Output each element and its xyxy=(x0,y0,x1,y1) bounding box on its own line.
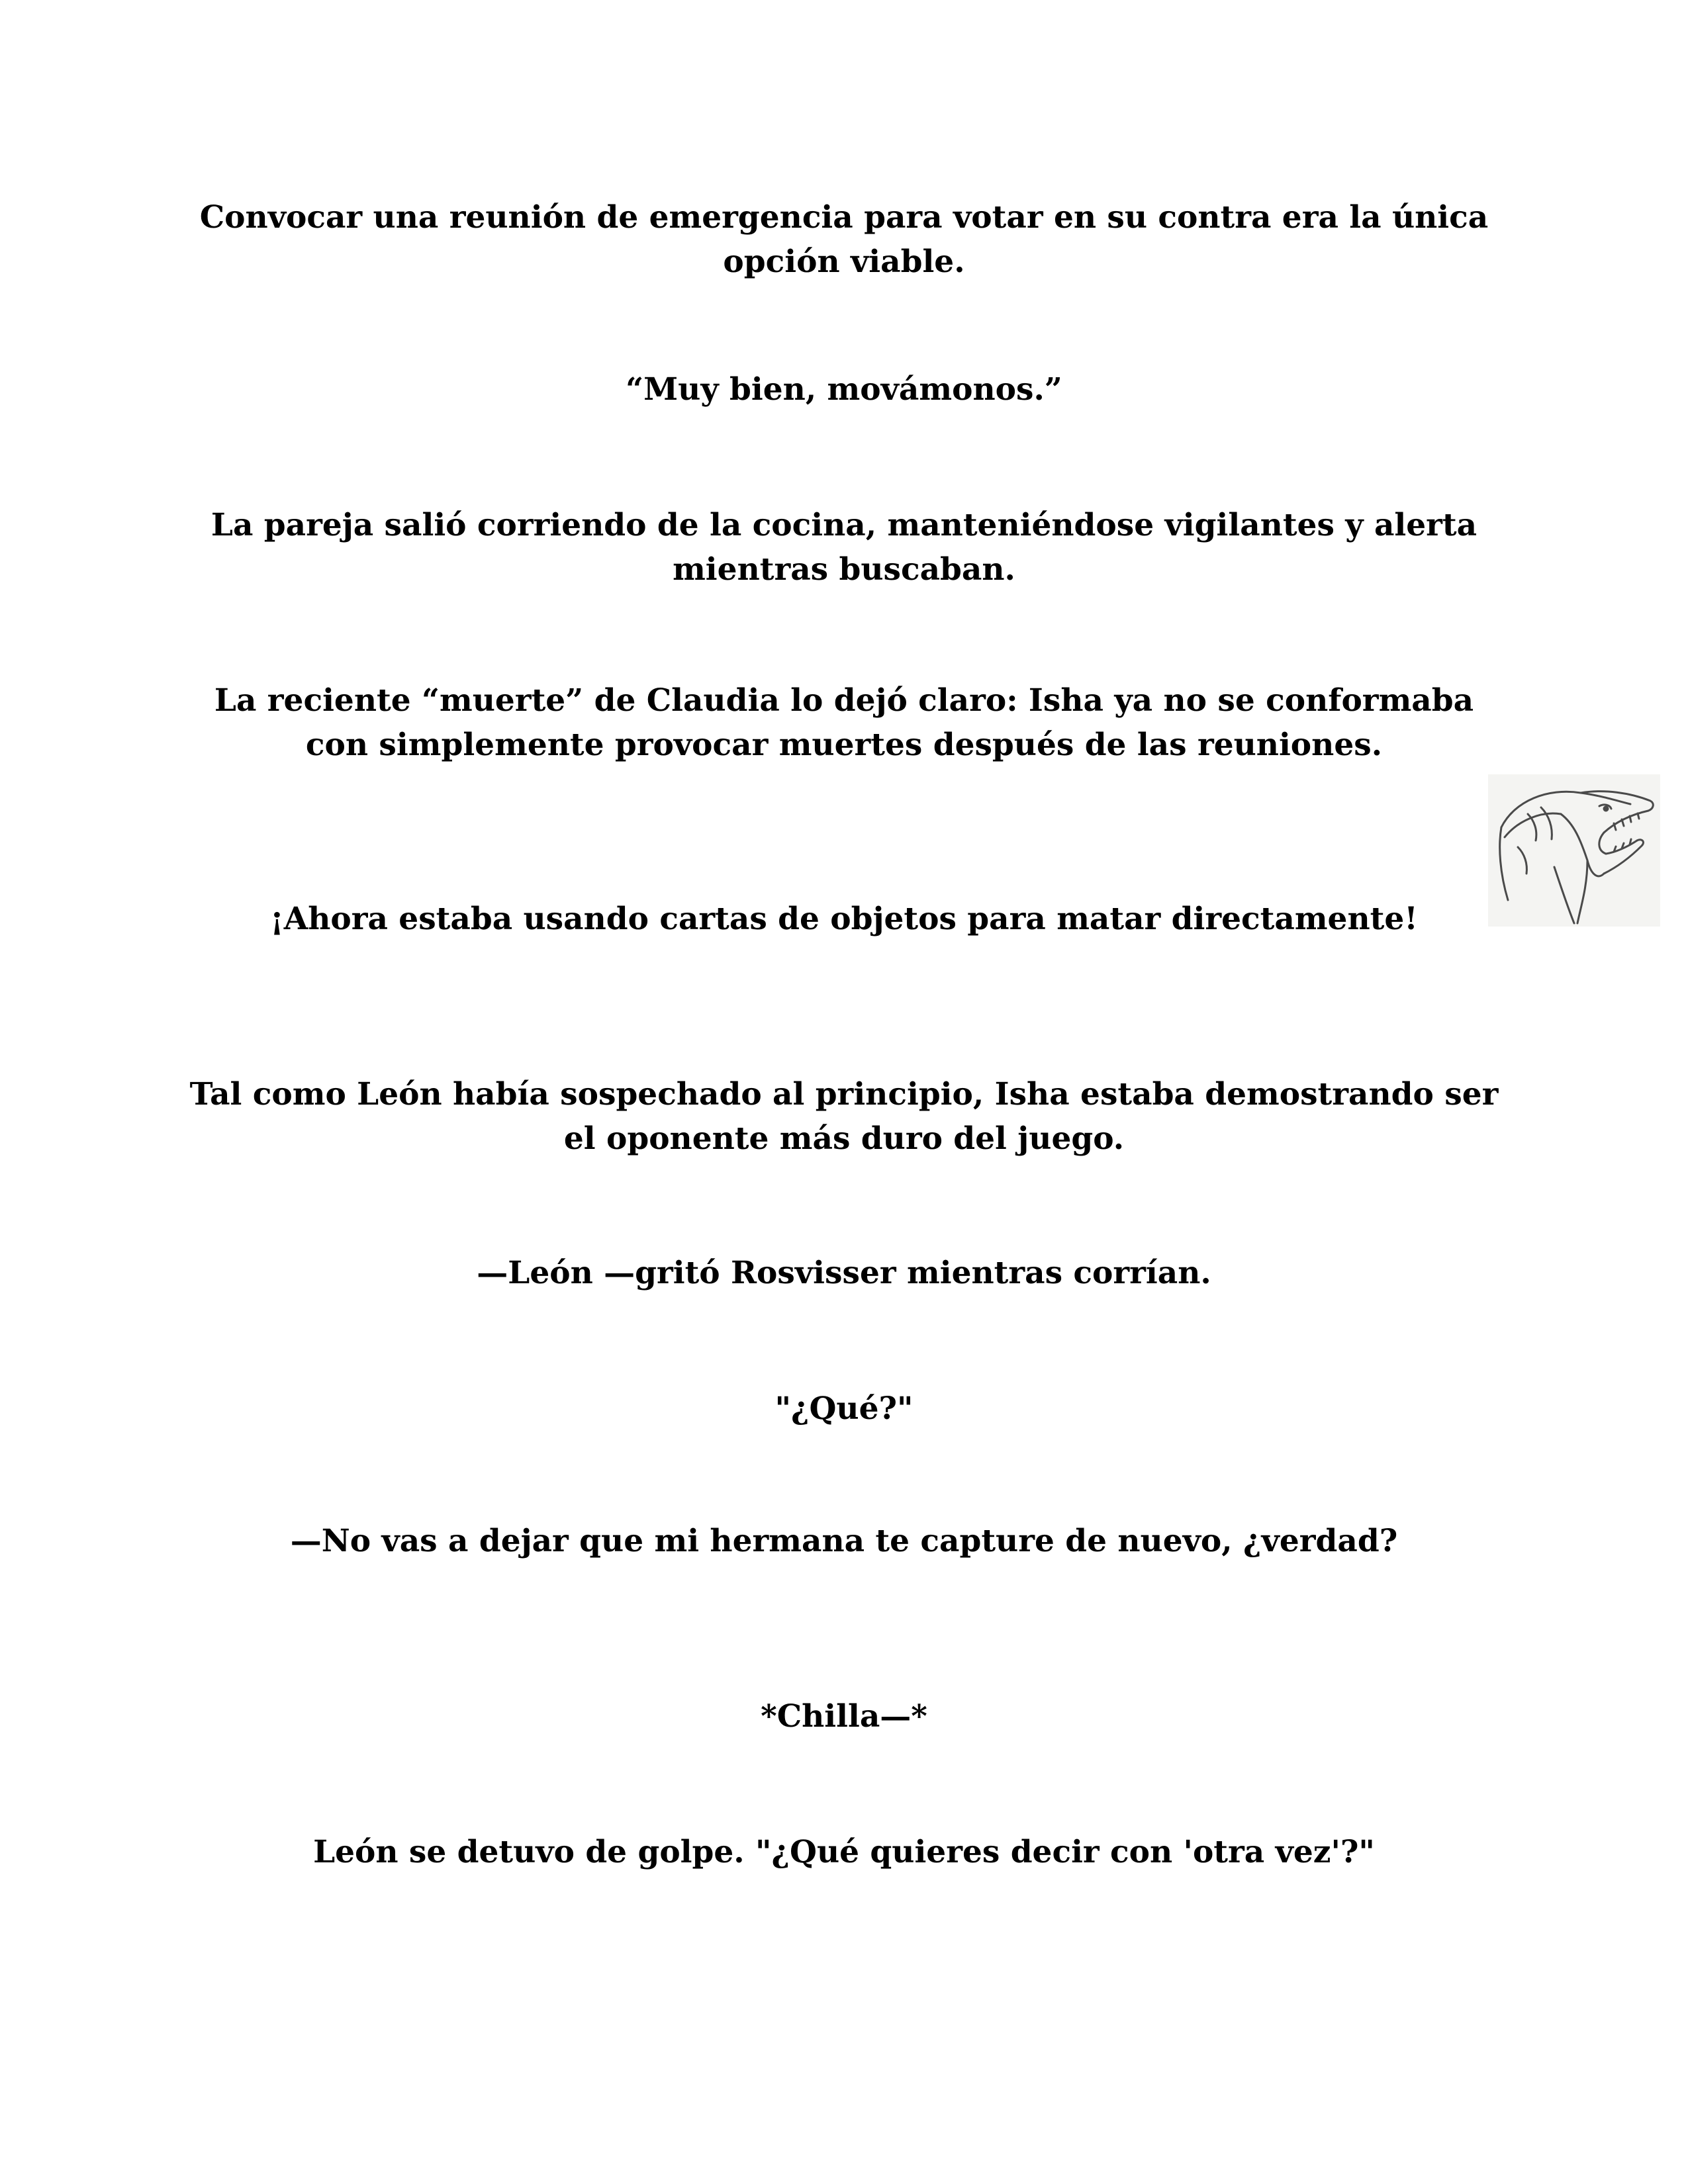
paragraph-5: ¡Ahora estaba usando cartas de objetos para matar directamente! xyxy=(270,901,1418,937)
paragraph-1: Convocar una reunión de emergencia para votar en su contra era la única opción viable. xyxy=(199,199,1489,280)
paragraph-10: *Chilla—* xyxy=(761,1698,927,1735)
paragraph-8: "¿Qué?" xyxy=(774,1390,914,1427)
paragraph-3: La pareja salió corriendo de la cocina, manteniéndose vigilantes y alerta mientras buscaban. xyxy=(211,507,1477,588)
paragraph-7: —León —gritó Rosvisser mientras corrían. xyxy=(477,1255,1211,1291)
paragraph-4: La reciente “muerte” de Claudia lo dejó claro: Isha ya no se conformaba con simplemente provocar muertes después de las reuniones. xyxy=(214,682,1474,763)
dinosaur-head-sketch-icon xyxy=(1488,774,1660,927)
paragraph-6: Tal como León había sospechado al principio, Isha estaba demostrando ser el oponente más duro del juego. xyxy=(189,1076,1499,1157)
paragraph-2: “Muy bien, movámonos.” xyxy=(626,371,1062,408)
paragraph-9: —No vas a dejar que mi hermana te capture de nuevo, ¿verdad? xyxy=(290,1523,1398,1559)
paragraph-11: León se detuvo de golpe. "¿Qué quieres decir con 'otra vez'?" xyxy=(313,1834,1375,1870)
